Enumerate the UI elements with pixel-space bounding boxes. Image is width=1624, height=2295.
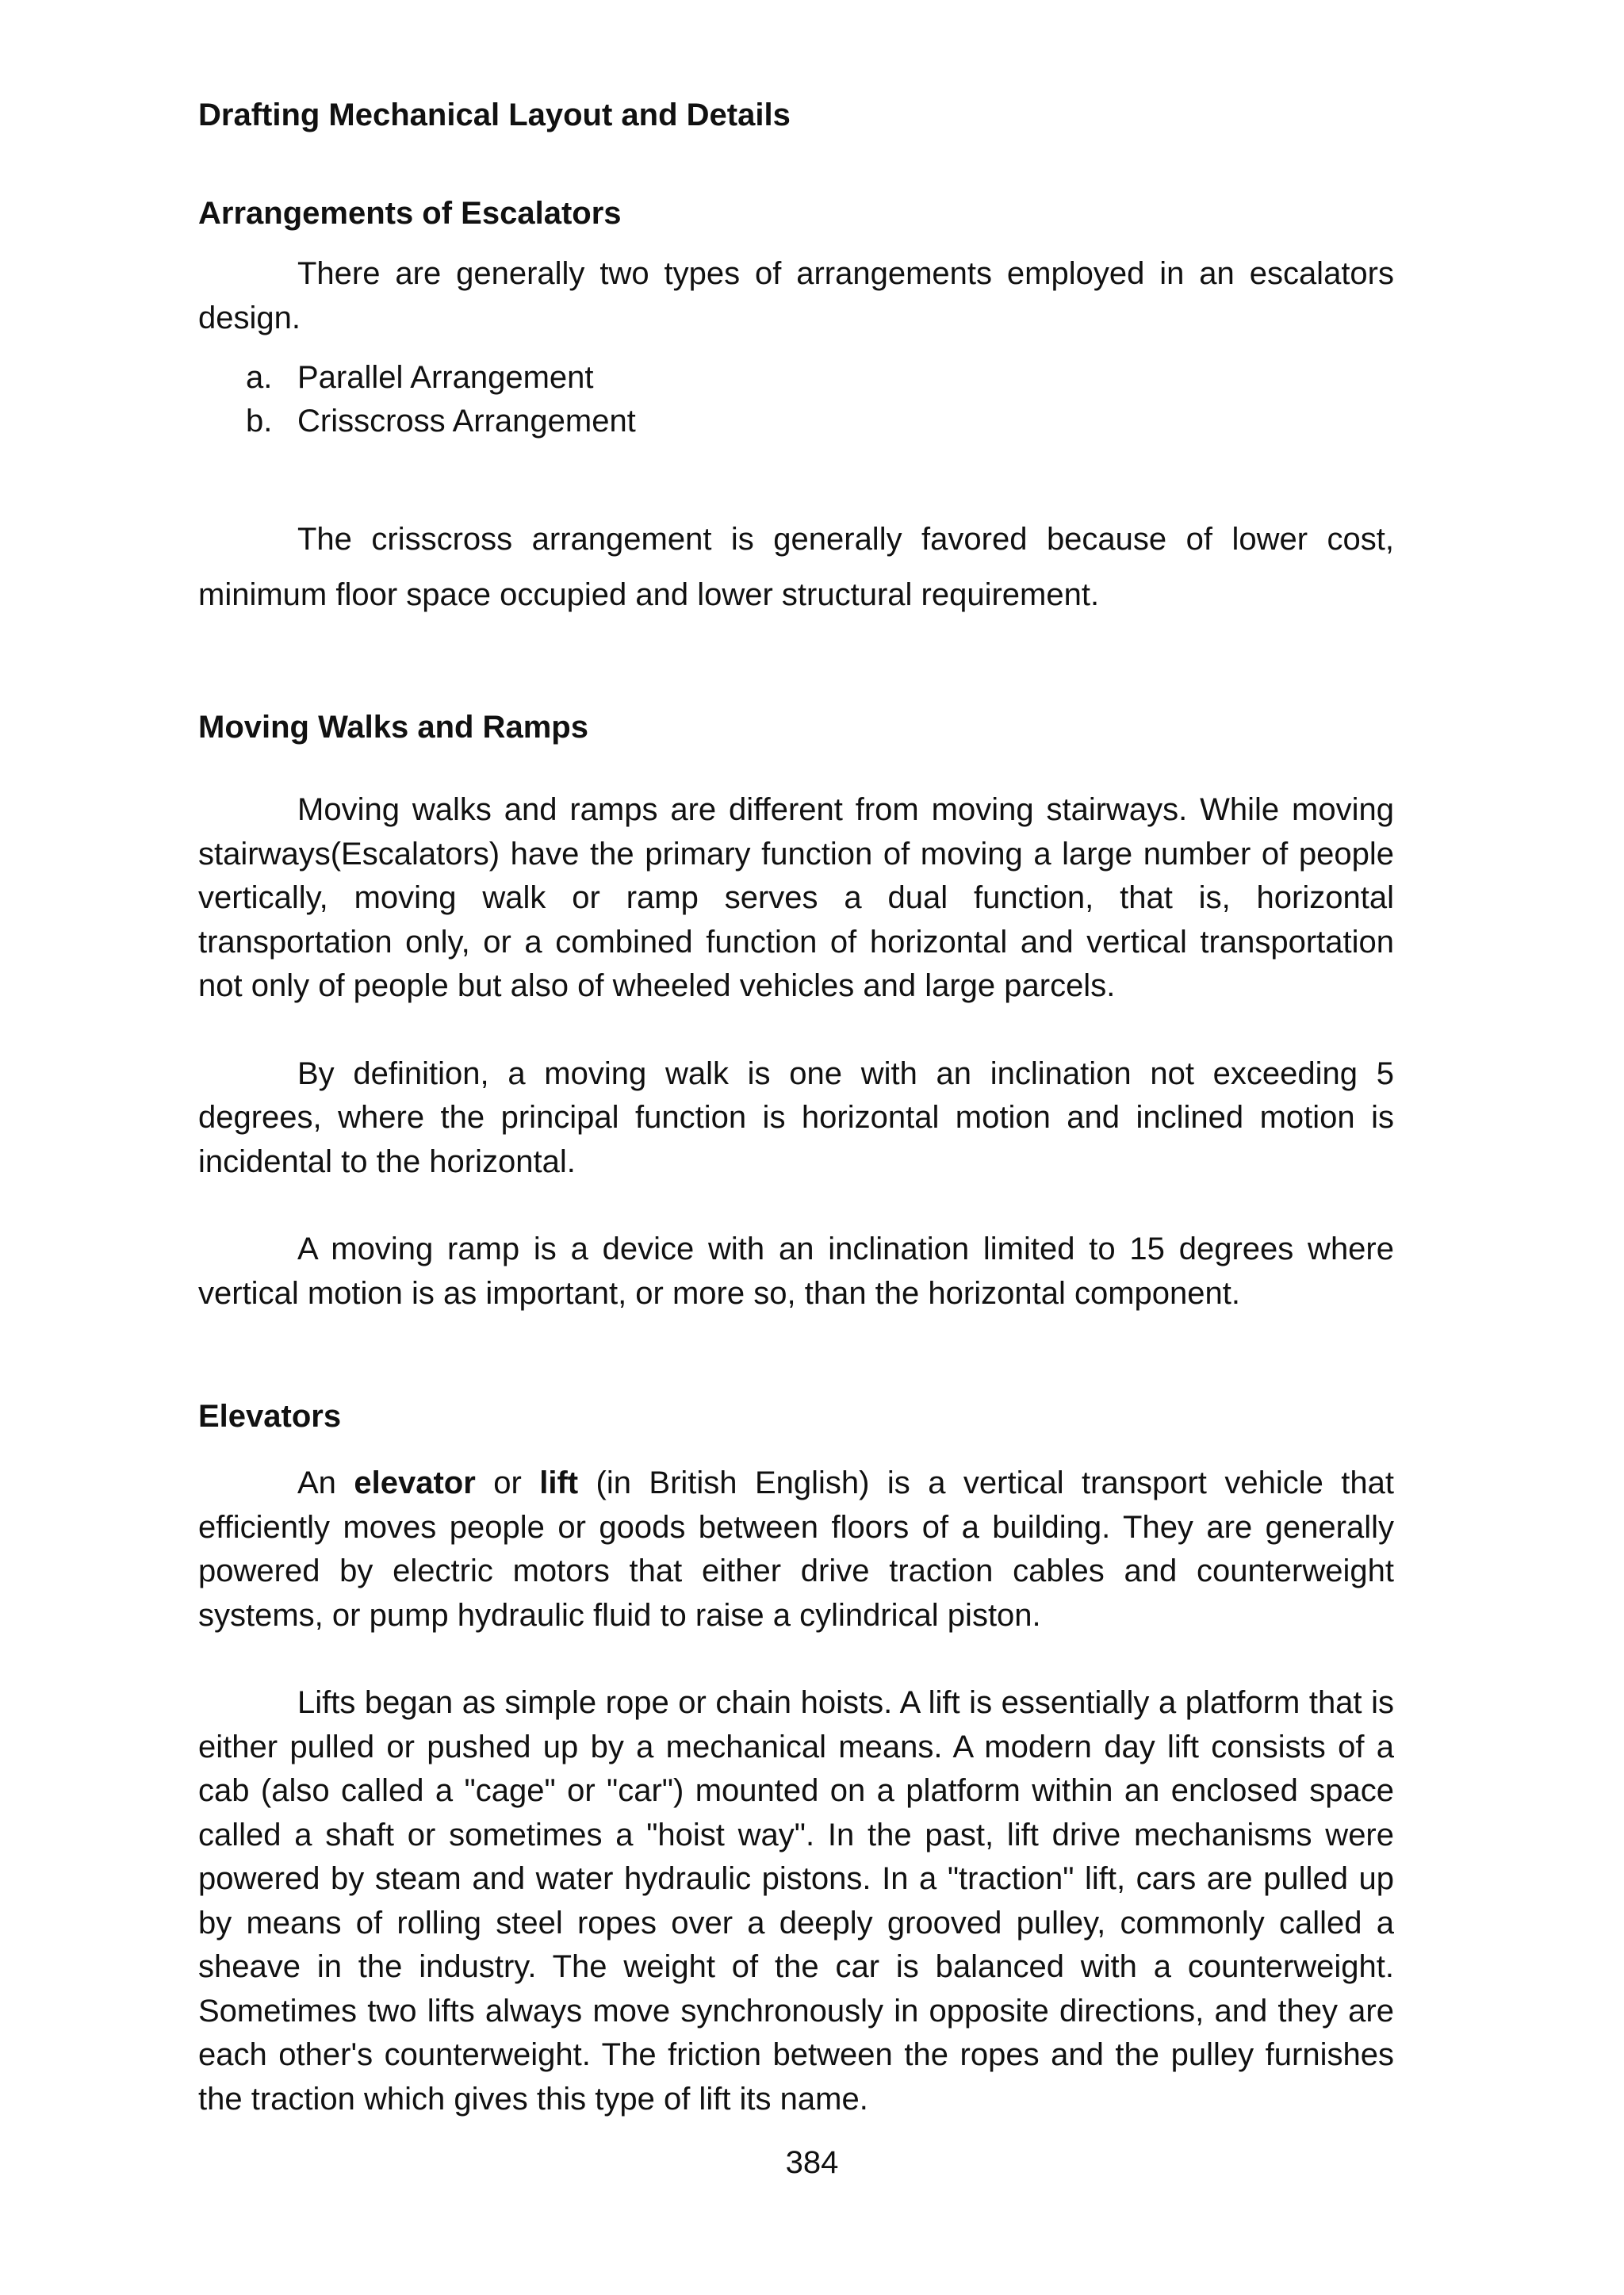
elevators-heading: Elevators bbox=[198, 1399, 342, 1434]
walks-heading: Moving Walks and Ramps bbox=[198, 710, 588, 745]
term-elevator: elevator bbox=[354, 1466, 476, 1500]
text-run: (in British English) is a vertical transport vehicle that efficiently moves people or goods between floors of a building. They are generally powered by electric motors that either drive traction cables and counterweight systems, or pump hydraulic fluid to raise a cylindrical piston. bbox=[198, 1466, 1394, 1633]
list-item bbox=[246, 356, 1394, 400]
elevators-paragraph-1 bbox=[198, 1462, 1394, 1638]
term-lift: lift bbox=[539, 1466, 579, 1500]
list-marker: a. bbox=[246, 360, 273, 395]
page-number: 384 bbox=[785, 2145, 839, 2180]
walks-paragraph-2: By definition, a moving walk is one with an inclination not exceeding 5 degrees, where the principal function is horizontal motion and inclined motion is incidental to the horizontal. bbox=[198, 1056, 1394, 1179]
escalators-closing-paragraph: The crisscross arrangement is generally favored because of lower cost, minimum floor space occupied and lower structural requirement. bbox=[198, 522, 1394, 612]
arrangement-list bbox=[198, 356, 1394, 443]
list-marker: b. bbox=[246, 404, 273, 439]
elevators-paragraph-2: Lifts began as simple rope or chain hoists. A lift is essentially a platform that is either pulled or pushed up by a mechanical means. A modern day lift consists of a cab (also called a "cage" or "car") mounted on a platform within an enclosed space called a shaft or sometimes a "hoist way". In the past, lift drive mechanisms were powered by steam and water hydraulic pistons. In a "traction" lift, cars are pulled up by means of rolling steel ropes over a deeply grooved pulley, commonly called a sheave in the industry. The weight of the car is balanced with a counterweight. Sometimes two lifts always move synchronously in opposite directions, and they are each other's counterweight. The friction between the ropes and the pulley furnishes the traction which gives this type of lift its name. bbox=[198, 1685, 1394, 2117]
escalators-intro-paragraph: There are generally two types of arrangements employed in an escalators design. bbox=[198, 256, 1394, 335]
running-head: Drafting Mechanical Layout and Details bbox=[198, 98, 791, 132]
text-run: An bbox=[297, 1466, 354, 1500]
walks-paragraph-3: A moving ramp is a device with an inclination limited to 15 degrees where vertical motion is as important, or more so, than the horizontal component. bbox=[198, 1232, 1394, 1311]
list-item-text: Parallel Arrangement bbox=[297, 360, 594, 395]
escalators-heading: Arrangements of Escalators bbox=[198, 196, 622, 231]
list-item-text: Crisscross Arrangement bbox=[297, 404, 636, 439]
list-item bbox=[246, 400, 1394, 443]
walks-paragraph-1: Moving walks and ramps are different from moving stairways. While moving stairways(Escalators) have the primary function of moving a large number of people vertically, moving walk or ramp serves a dual function, that is, horizontal transportation only, or a combined function of horizontal and vertical transportation not only of people but also of wheeled vehicles and large parcels. bbox=[198, 792, 1394, 1003]
text-run: or bbox=[475, 1466, 540, 1500]
